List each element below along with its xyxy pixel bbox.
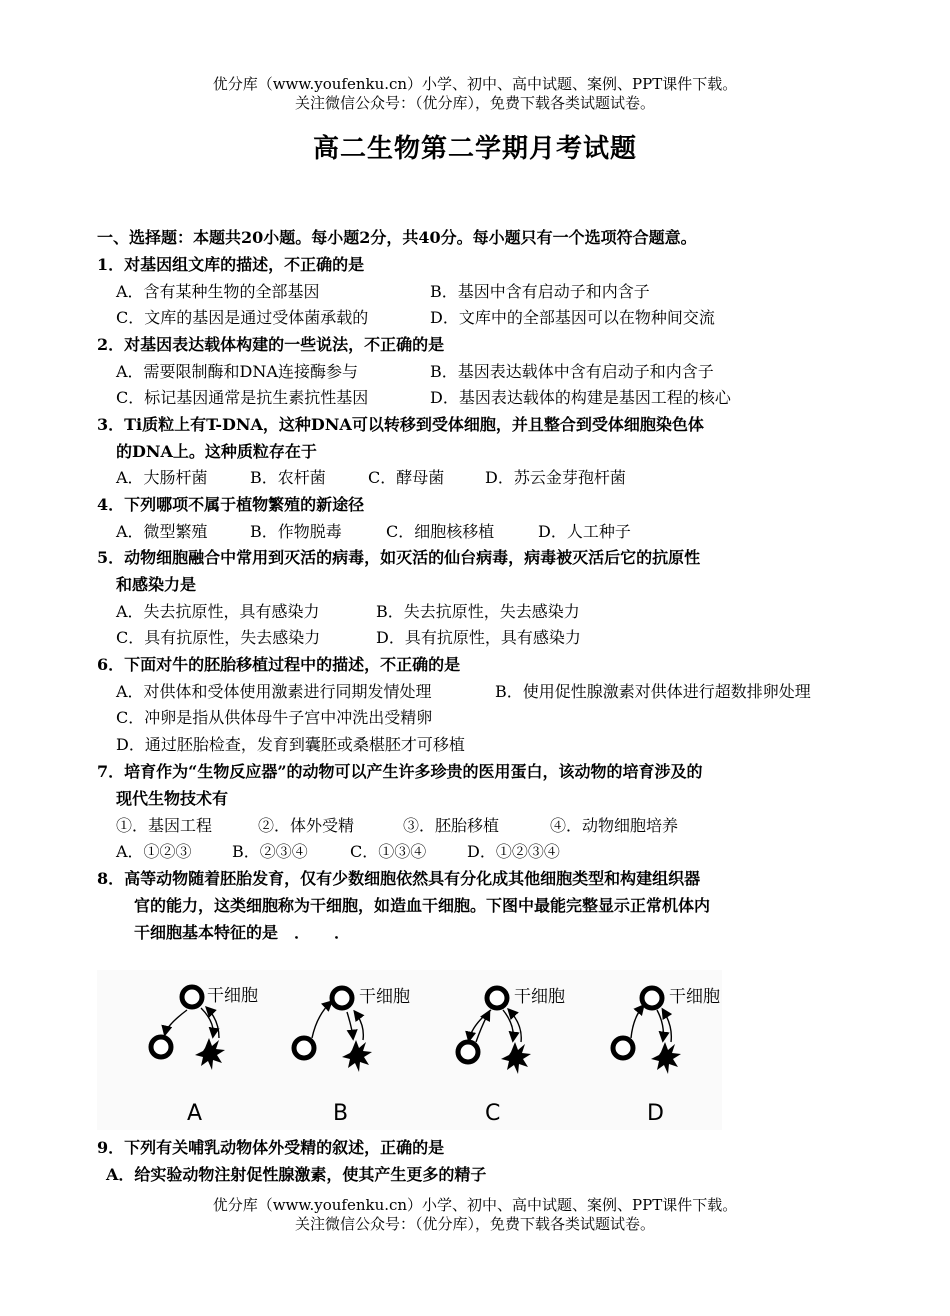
differentiated-cell-icon: [342, 1040, 372, 1072]
question-7-item-4: ④．动物细胞培养: [550, 816, 679, 835]
question-1-option-b: B．基因中含有启动子和内含子: [430, 282, 650, 301]
question-7-option-a: A．①②③: [116, 842, 192, 861]
stem-cell-diagram: [97, 970, 722, 1130]
question-2-stem: 2．对基因表达载体构建的一些说法，不正确的是: [97, 335, 445, 354]
question-8-stem-1: 8．高等动物随着胚胎发育，仅有少数细胞依然具有分化成其他细胞类型和构建组织器: [97, 869, 701, 888]
question-5-option-c: C．具有抗原性，失去感染力: [116, 628, 321, 647]
question-3-option-c: C．酵母菌: [368, 468, 445, 487]
panel-b-label: B: [333, 1101, 349, 1126]
question-7-stem-1: 7．培育作为“生物反应器”的动物可以产生许多珍贵的医用蛋白，该动物的培育涉及的: [97, 762, 703, 781]
question-6-option-c: C．冲卵是指从供体母牛子宫中冲洗出受精卵: [116, 708, 433, 727]
stem-cell-label: 干细胞: [359, 987, 410, 1007]
question-6-option-a: A．对供体和受体使用激素进行同期发情处理: [116, 682, 432, 701]
question-4-option-b: B．作物脱毒: [250, 522, 342, 541]
question-3-option-b: B．农杆菌: [250, 468, 326, 487]
question-4-stem: 4．下列哪项不属于植物繁殖的新途径: [97, 495, 365, 514]
question-3-option-a: A．大肠杆菌: [116, 468, 208, 487]
footer-line-2: 关注微信公众号：（优分库），免费下载各类试题试卷。: [294, 1215, 655, 1233]
panel-c-label: C: [485, 1101, 501, 1126]
panel-b: [294, 987, 410, 1126]
question-2-option-b: B．基因表达载体中含有启动子和内含子: [430, 362, 714, 381]
question-2-option-c: C．标记基因通常是抗生素抗性基因: [116, 388, 369, 407]
question-7-stem-2: 现代生物技术有: [116, 789, 229, 808]
question-6-stem: 6．下面对牛的胚胎移植过程中的描述，不正确的是: [97, 655, 461, 674]
question-1-option-a: A．含有某种生物的全部基因: [116, 282, 320, 301]
header-line-1: 优分库（www.youfenku.cn）小学、初中、高中试题、案例、PPT课件下载。: [212, 75, 738, 93]
question-7-option-b: B．②③④: [232, 842, 308, 861]
page-title: 高二生物第二学期月考试题: [312, 134, 637, 164]
question-4-option-c: C．细胞核移植: [386, 522, 495, 541]
section-heading: 一、选择题：本题共20小题。每小题2分，共40分。每小题只有一个选项符合题意。: [97, 228, 697, 247]
question-1-option-d: D．文库中的全部基因可以在物种间交流: [430, 308, 715, 327]
question-7-item-1: ①．基因工程: [116, 816, 213, 835]
question-9-stem: 9．下列有关哺乳动物体外受精的叙述，正确的是: [97, 1138, 445, 1157]
panel-a-label: A: [187, 1101, 203, 1126]
question-7-item-2: ②．体外受精: [258, 816, 355, 835]
question-5-stem-2: 和感染力是: [116, 575, 197, 594]
differentiated-cell-icon: [651, 1042, 681, 1074]
question-2-option-a: A．需要限制酶和DNA连接酶参与: [116, 362, 358, 381]
daughter-cell-icon: [294, 1038, 314, 1058]
question-4-option-a: A．微型繁殖: [116, 522, 208, 541]
differentiated-cell-icon: [501, 1042, 531, 1074]
stem-cell-label: 干细胞: [669, 987, 720, 1007]
daughter-cell-icon: [458, 1042, 478, 1062]
question-5-option-a: A．失去抗原性，具有感染力: [116, 602, 320, 621]
question-9-option-a: A．给实验动物注射促性腺激素，使其产生更多的精子: [106, 1165, 487, 1184]
question-3-stem-1: 3．Ti质粒上有T-DNA，这种DNA可以转移到受体细胞，并且整合到受体细胞染色体: [97, 415, 704, 434]
stem-cell-icon: [487, 988, 507, 1008]
stem-cell-label: 干细胞: [514, 987, 565, 1007]
panel-d-label: D: [647, 1101, 664, 1126]
stem-cell-icon: [332, 988, 352, 1008]
panel-a: [151, 986, 258, 1126]
question-5-stem-1: 5．动物细胞融合中常用到灭活的病毒，如灭活的仙台病毒，病毒被灭活后它的抗原性: [97, 548, 701, 567]
question-6-option-d: D．通过胚胎检查，发育到囊胚或桑椹胚才可移植: [116, 735, 465, 754]
stem-cell-figure: [97, 970, 722, 1130]
question-7-option-d: D．①②③④: [467, 842, 560, 861]
question-8-stem-3: 干细胞基本特征的是 ． ．: [134, 923, 351, 942]
daughter-cell-icon: [613, 1038, 633, 1058]
question-4-option-d: D．人工种子: [538, 522, 631, 541]
daughter-cell-icon: [151, 1037, 171, 1057]
question-1-stem: 1．对基因组文库的描述，不正确的是: [97, 255, 365, 274]
question-5-option-d: D．具有抗原性，具有感染力: [376, 628, 581, 647]
stem-cell-label: 干细胞: [207, 986, 258, 1006]
panel-d: [613, 987, 720, 1126]
question-1-option-c: C．文库的基因是通过受体菌承载的: [116, 308, 369, 327]
question-7-item-3: ③．胚胎移植: [403, 816, 500, 835]
question-3-option-d: D．苏云金芽孢杆菌: [485, 468, 626, 487]
question-6-option-b: B．使用促性腺激素对供体进行超数排卵处理: [495, 682, 811, 701]
stem-cell-icon: [182, 987, 202, 1007]
panel-c: [458, 987, 565, 1126]
question-5-option-b: B．失去抗原性，失去感染力: [376, 602, 580, 621]
stem-cell-icon: [642, 988, 662, 1008]
header-line-2: 关注微信公众号：（优分库），免费下载各类试题试卷。: [294, 94, 655, 112]
question-7-option-c: C．①③④: [350, 842, 427, 861]
footer-line-1: 优分库（www.youfenku.cn）小学、初中、高中试题、案例、PPT课件下载。: [212, 1196, 738, 1214]
question-3-stem-2: 的DNA上。这种质粒存在于: [116, 442, 317, 461]
question-8-stem-2: 官的能力，这类细胞称为干细胞，如造血干细胞。下图中最能完整显示正常机体内: [134, 896, 711, 915]
differentiated-cell-icon: [195, 1038, 225, 1070]
question-2-option-d: D．基因表达载体的构建是基因工程的核心: [430, 388, 731, 407]
